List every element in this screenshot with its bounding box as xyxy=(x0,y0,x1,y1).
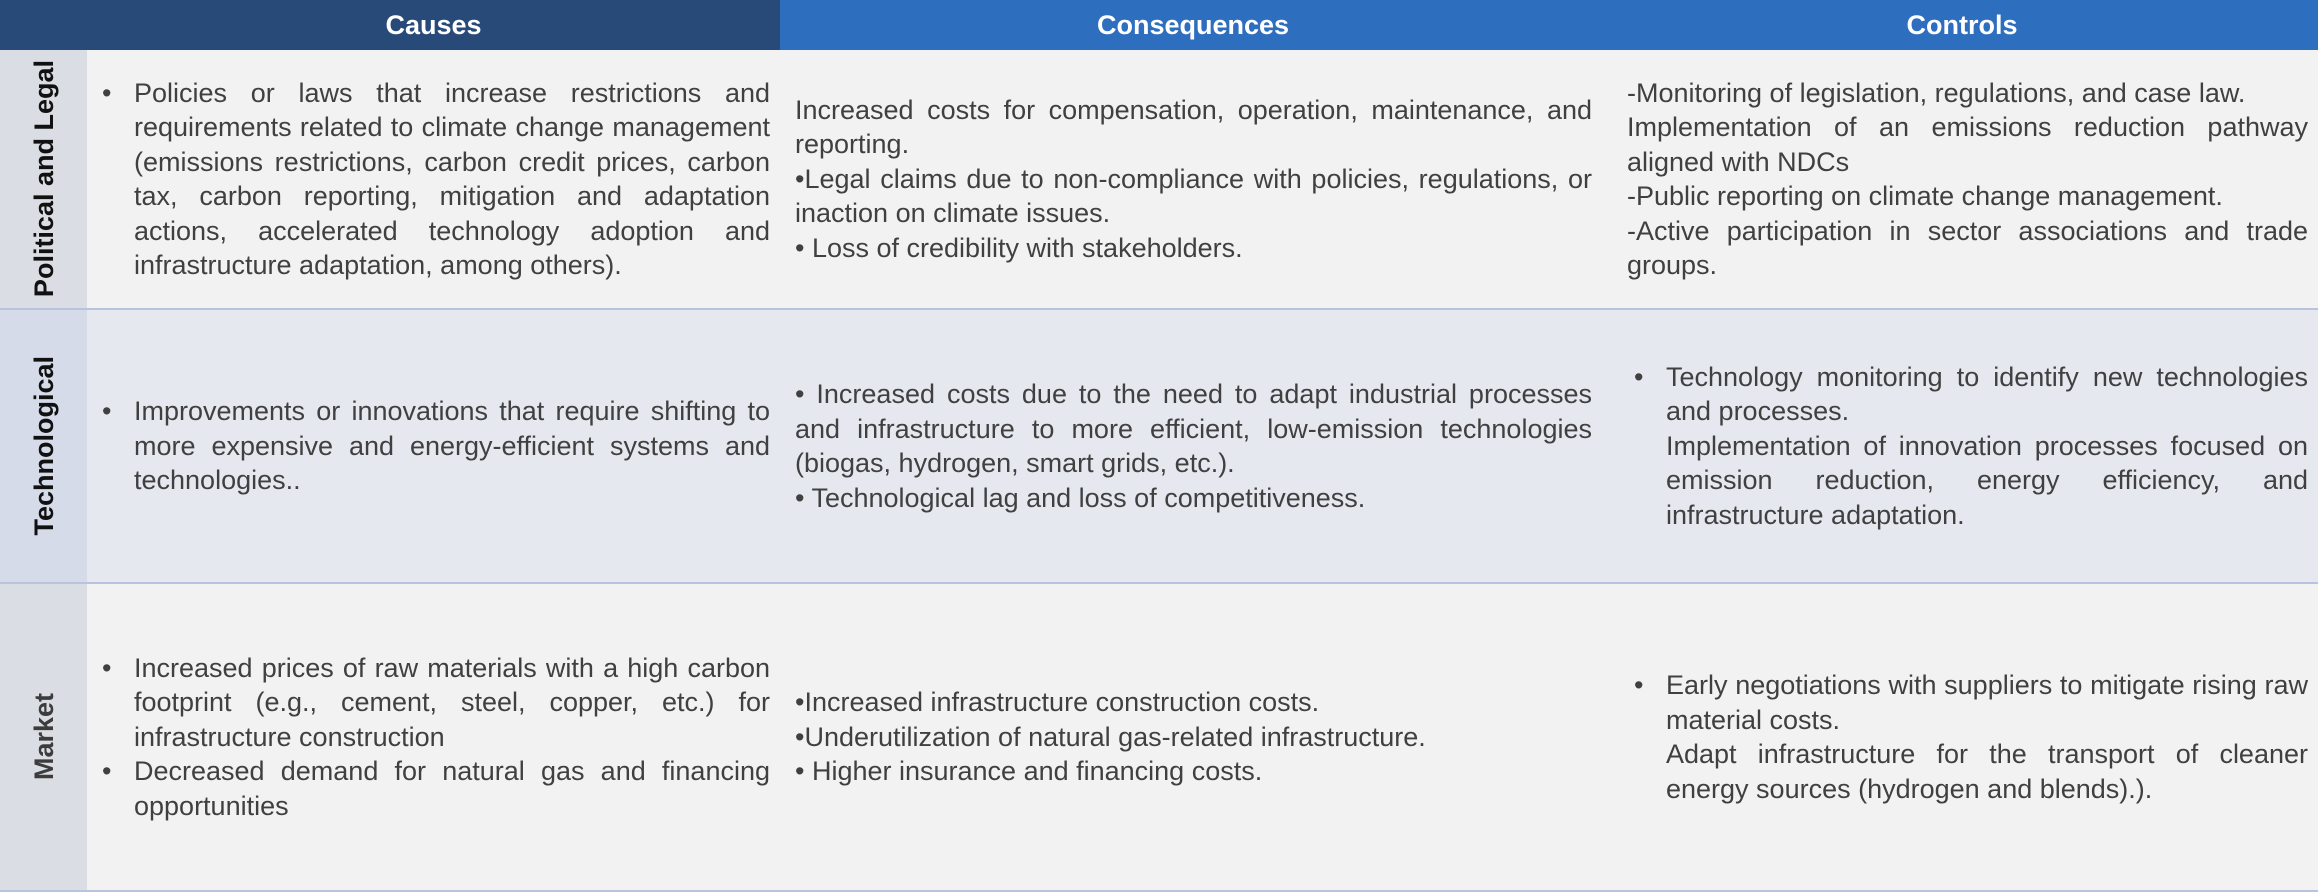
header-causes: Causes xyxy=(87,0,780,50)
header-controls: Controls xyxy=(1606,0,2318,50)
consequence-line: •Legal claims due to non-compliance with policies, regulations, or inaction on climate issues. xyxy=(795,163,1592,229)
consequence-line: • Loss of credibility with stakeholders. xyxy=(795,232,1243,263)
controls-list xyxy=(1631,668,2308,737)
list-item: • Early negotiations with suppliers to mitigate rising raw material costs. xyxy=(1631,668,2308,737)
consequences-cell xyxy=(780,310,1606,584)
consequence-line: • Increased costs due to the need to adapt industrial processes and infrastructure to more efficient, low-emission technologies (biogas, hydrogen, smart grids, etc.). xyxy=(795,379,1592,478)
row-label-text: Technological xyxy=(28,356,59,536)
consequence-line: Increased costs for compensation, operation, maintenance, and reporting. xyxy=(795,94,1592,160)
control-line: Implementation of an emissions reduction pathway aligned with NDCs xyxy=(1627,112,2308,177)
control-line: -Public reporting on climate change management. xyxy=(1627,181,2223,211)
list-item: • Technology monitoring to identify new technologies and processes. xyxy=(1631,360,2308,429)
causes-list xyxy=(99,76,770,283)
consequence-line: •Underutilization of natural gas-related infrastructure. xyxy=(795,721,1426,752)
header-consequences: Consequences xyxy=(780,0,1606,50)
consequences-cell xyxy=(780,584,1606,892)
causes-cell xyxy=(87,584,780,892)
list-item: • Improvements or innovations that require shifting to more expensive and energy-efficient systems and technologies.. xyxy=(99,394,770,498)
control-line: -Active participation in sector associations and trade groups. xyxy=(1627,215,2308,280)
controls-cell xyxy=(1606,50,2318,310)
controls-cell xyxy=(1606,310,2318,584)
causes-cell xyxy=(87,50,780,310)
row-label-political-legal xyxy=(0,50,87,310)
header-spacer xyxy=(0,0,87,50)
list-item: • Policies or laws that increase restrictions and requirements related to climate change management (emissions restrictions, carbon credit prices, carbon tax, carbon reporting, mitigation and adaptation actions, accelerated technology adoption and infrastructure adaptation, among others). xyxy=(99,76,770,283)
list-item: • Increased prices of raw materials with a high carbon footprint (e.g., cement, steel, copper, etc.) for infrastructure construction xyxy=(99,651,770,755)
consequences-cell xyxy=(780,50,1606,310)
causes-list xyxy=(99,394,770,498)
consequence-line: • Technological lag and loss of competitiveness. xyxy=(795,482,1366,513)
controls-list xyxy=(1631,360,2308,429)
row-label-text: Market xyxy=(28,693,59,781)
control-line: -Monitoring of legislation, regulations, and case law. xyxy=(1627,77,2246,108)
consequence-line: •Increased infrastructure construction costs. xyxy=(795,687,1320,718)
controls-cell xyxy=(1606,584,2318,892)
causes-list xyxy=(99,651,770,824)
control-line: Implementation of innovation processes focused on emission reduction, energy efficiency, and infrastructure adaptation. xyxy=(1666,430,2308,530)
row-label-market xyxy=(0,584,87,892)
causes-cell xyxy=(87,310,780,584)
list-item: • Decreased demand for natural gas and financing opportunities xyxy=(99,754,770,823)
consequence-line: • Higher insurance and financing costs. xyxy=(795,756,1263,787)
control-line: Adapt infrastructure for the transport of cleaner energy sources (hydrogen and blends).). xyxy=(1666,739,2308,804)
row-label-technological xyxy=(0,310,87,584)
row-label-text: Political and Legal xyxy=(28,60,59,298)
